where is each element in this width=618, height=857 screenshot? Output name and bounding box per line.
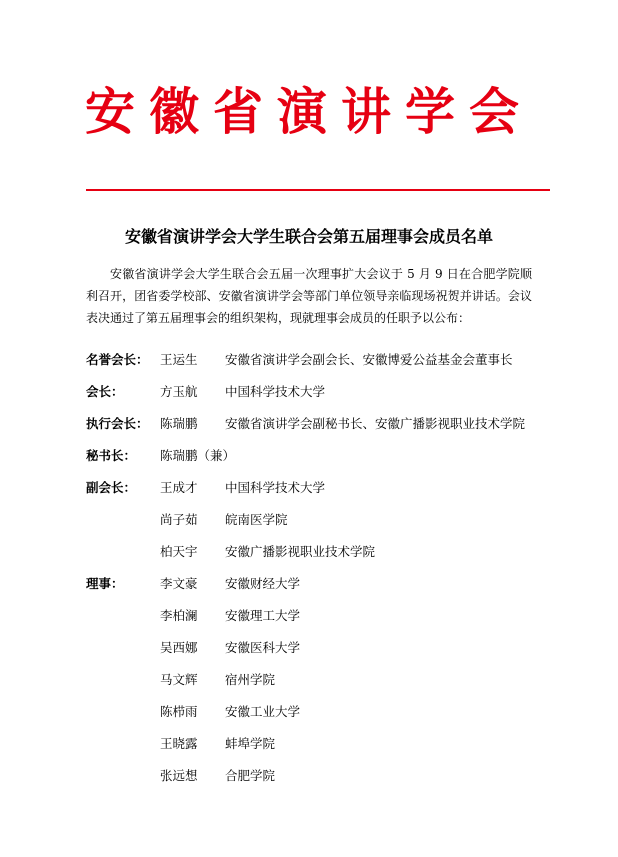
- member-affiliation: 安徽财经大学: [225, 576, 301, 591]
- roster-row: [86, 477, 546, 509]
- member-affiliation: 安徽省演讲学会副会长、安徽博爱公益基金会董事长: [225, 352, 513, 367]
- roster-row: [86, 701, 546, 733]
- member-name: 王成才: [160, 480, 198, 495]
- roster-row: [86, 765, 546, 797]
- roster-row: [86, 349, 546, 381]
- member-name: 吴西娜: [160, 640, 198, 655]
- member-name: 李文豪: [160, 576, 198, 591]
- member-name: 方玉航: [160, 384, 198, 399]
- member-affiliation: 合肥学院: [225, 768, 276, 783]
- member-affiliation: 蚌埠学院: [225, 736, 276, 751]
- member-name: 张远想: [160, 768, 198, 783]
- member-affiliation: 中国科学技术大学: [225, 384, 326, 399]
- roster-row: [86, 605, 546, 637]
- member-affiliation: 皖南医学院: [225, 512, 288, 527]
- roster-row: [86, 541, 546, 573]
- member-name: 李柏澜: [160, 608, 198, 623]
- member-name: 陈瑞鹏: [160, 416, 198, 431]
- roster-row: [86, 669, 546, 701]
- roster-row: [86, 573, 546, 605]
- roster-row: [86, 637, 546, 669]
- member-name: 柏天宇: [160, 544, 198, 559]
- role-label: 副会长：: [86, 480, 137, 495]
- member-name: 陈栉雨: [160, 704, 198, 719]
- member-name: 王运生: [160, 352, 198, 367]
- role-label: 执行会长：: [86, 416, 149, 431]
- member-affiliation: 安徽医科大学: [225, 640, 301, 655]
- roster-row: [86, 733, 546, 765]
- member-affiliation: 中国科学技术大学: [225, 480, 326, 495]
- role-label: 会长：: [86, 384, 124, 399]
- member-name: 王晓露: [160, 736, 198, 751]
- letterhead-divider: [86, 189, 550, 191]
- roster-row: [86, 381, 546, 413]
- roster-row: [86, 413, 546, 445]
- document-title: 安徽省演讲学会大学生联合会第五届理事会成员名单: [124, 227, 493, 246]
- roster-row: [86, 445, 546, 477]
- letterhead-title: 安徽省演讲学会: [85, 82, 533, 141]
- member-name: 尚子茹: [160, 512, 198, 527]
- member-name: 马文辉: [160, 672, 198, 687]
- member-roster: [86, 349, 546, 797]
- role-label: 名誉会长：: [86, 352, 149, 367]
- role-label: 理事：: [86, 576, 124, 591]
- member-affiliation: 安徽省演讲学会副秘书长、安徽广播影视职业技术学院: [225, 416, 526, 431]
- role-label: 秘书长：: [86, 448, 137, 463]
- member-affiliation: 宿州学院: [225, 672, 276, 687]
- member-affiliation: 安徽理工大学: [225, 608, 301, 623]
- member-name: 陈瑞鹏（兼）: [160, 448, 236, 463]
- roster-row: [86, 509, 546, 541]
- intro-paragraph: 安徽省演讲学会大学生联合会五届一次理事扩大会议于 5 月 9 日在合肥学院顺利召开，团省委学校部、安徽省演讲学会等部门单位领导亲临现场祝贺并讲话。会议表决通过了第五届理事会的组织架构，现就理事会成员的任职予以公布：: [86, 267, 532, 325]
- member-affiliation: 安徽广播影视职业技术学院: [225, 544, 376, 559]
- member-affiliation: 安徽工业大学: [225, 704, 301, 719]
